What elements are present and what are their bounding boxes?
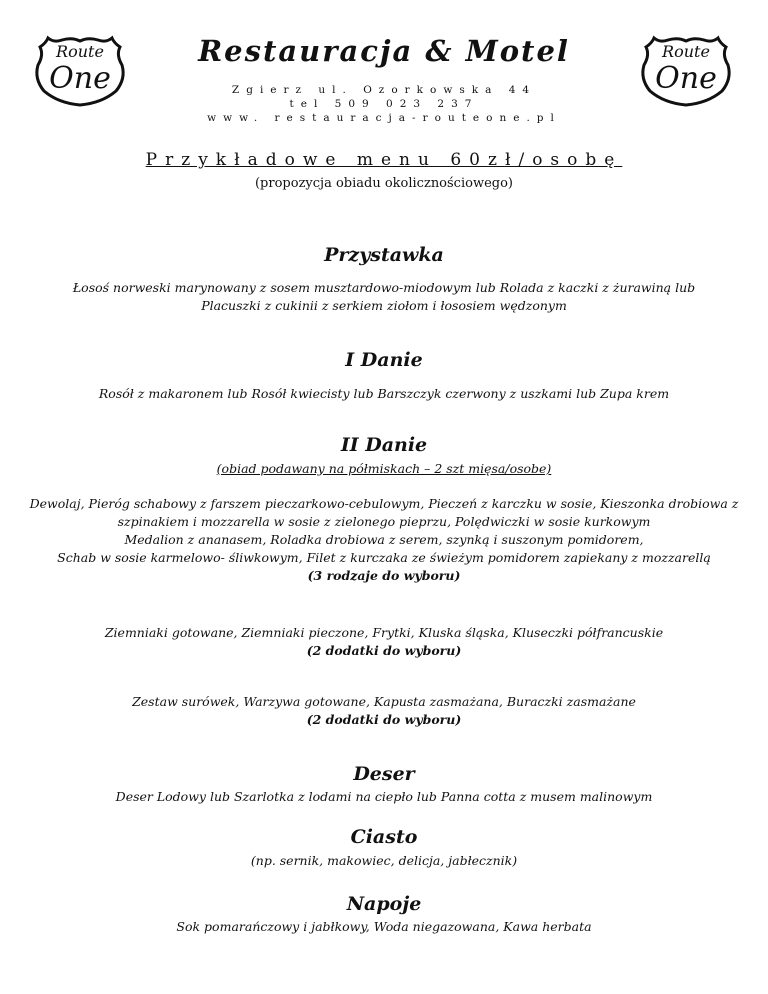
logo-route-text: Route — [662, 42, 710, 61]
phone: tel 509 023 237 — [289, 98, 479, 110]
danie-2-line-4: Schab w sosie karmelowo- śliwkowym, Filet z kurczaka ze świeżym pomidorem zapiekany z mozzarellą — [57, 550, 711, 565]
przystawka-line-1: Łosoś norweski marynowany z sosem musztardowo-miodowym lub Rolada z kaczki z żurawiną lub — [72, 280, 696, 295]
route-one-logo-left — [32, 35, 128, 107]
danie-2-sides-choice: (2 dodatki do wyboru) — [306, 643, 462, 658]
danie-2-sides: Ziemniaki gotowane, Ziemniaki pieczone, Frytki, Kluska śląska, Kluseczki półfrancuskie — [104, 625, 664, 640]
route-one-logo-right — [638, 35, 734, 107]
napoje-line-1: Sok pomarańczowy i jabłkowy, Woda niegazowana, Kawa herbata — [176, 919, 592, 934]
logo-route-text: Route — [56, 42, 104, 61]
deser-line-1: Deser Lodowy lub Szarlotka z lodami na ciepło lub Panna cotta z musem malinowym — [115, 789, 653, 804]
danie-2-line-1: Dewolaj, Pieróg schabowy z farszem pieczarkowo-cebulowym, Pieczeń z karczku w sosie, Kieszonka drobiowa z — [29, 496, 739, 511]
danie-2-line-3: Medalion z ananasem, Roladka drobiowa z serem, szynką i suszonym pomidorem, — [124, 532, 644, 547]
przystawka-line-2: Placuszki z cukinii z serkiem ziołom i łososiem wędzonym — [201, 298, 567, 313]
section-title-ciasto: Ciasto — [350, 826, 418, 848]
section-title-danie-2: II Danie — [340, 434, 428, 456]
danie-1-line-1: Rosół z makaronem lub Rosół kwiecisty lub Barszczyk czerwony z uszkami lub Zupa krem — [98, 386, 670, 401]
address: Zgierz ul. Ozorkowska 44 — [231, 84, 537, 96]
danie-2-line-2: szpinakiem i mozzarella w sosie z zielonego pieprzu, Polędwiczki w sosie kurkowym — [117, 514, 651, 529]
section-title-danie-1: I Danie — [345, 349, 423, 371]
website: www. restauracja-routeone.pl — [207, 112, 561, 124]
menu-heading: Przykładowe menu 60zł/osobę — [145, 150, 623, 170]
logo-one-text: One — [655, 61, 717, 96]
logo-one-text: One — [49, 61, 111, 96]
section-title-napoje: Napoje — [346, 893, 422, 915]
menu-subheading: (propozycja obiadu okolicznościowego) — [254, 176, 513, 191]
ciasto-line-1: (np. sernik, makowiec, delicja, jabłecznik) — [250, 853, 518, 868]
section-title-deser: Deser — [353, 763, 415, 785]
danie-2-note: (obiad podawany na półmiskach – 2 szt mięsa/osobe) — [216, 461, 552, 476]
restaurant-title: Restauracja & Motel — [198, 34, 570, 68]
danie-2-salads-choice: (2 dodatki do wyboru) — [306, 712, 462, 727]
danie-2-salads: Zestaw surówek, Warzywa gotowane, Kapusta zasmażana, Buraczki zasmażane — [132, 694, 636, 709]
section-title-przystawka: Przystawka — [324, 244, 444, 266]
danie-2-choice: (3 rodzaje do wyboru) — [307, 568, 461, 583]
